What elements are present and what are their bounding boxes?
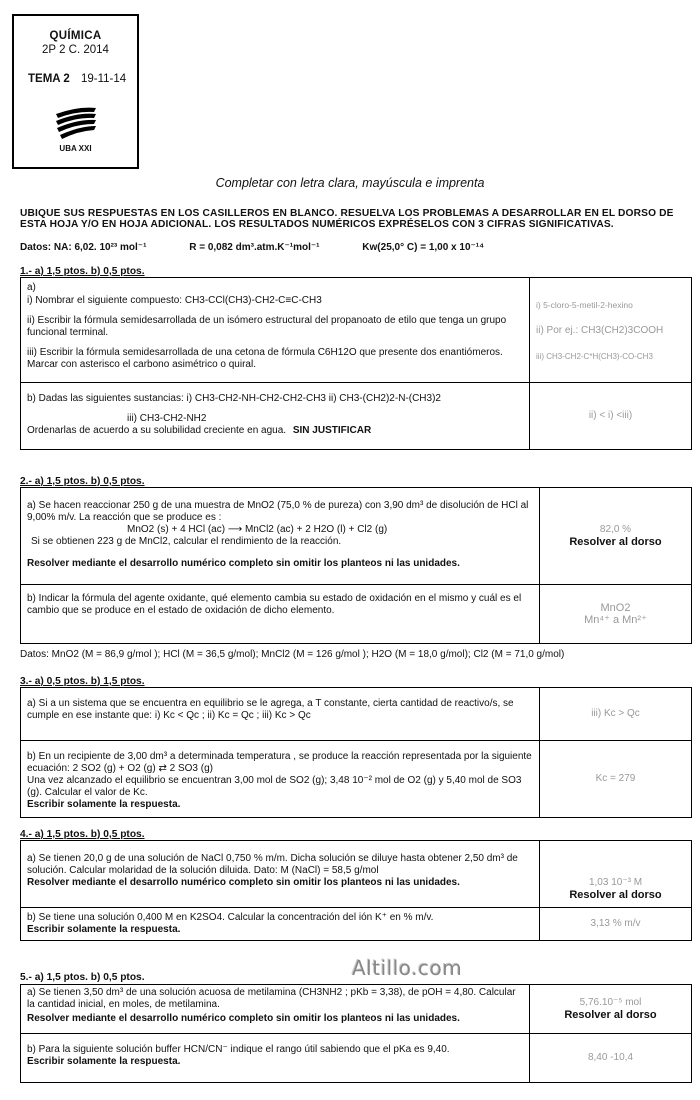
q1-table <box>20 277 692 450</box>
q2-b-answer <box>540 585 692 644</box>
q3-b-cell <box>21 741 540 818</box>
exam-code: 2P 2 C. 2014 <box>42 44 109 56</box>
q2-data-line: Datos: MnO2 (M = 86,9 g/mol ); HCl (M = 36,5 g/mol); MnCl2 (M = 126 g/mol ); H2O (M = 18,0 g/mol); Cl2 (M = 71,0 g/mol) <box>20 649 565 660</box>
gas-constant: R = 0,082 dm³.atm.K⁻¹mol⁻¹ <box>189 242 320 253</box>
q5-b-answer: 8,40 -10,4 <box>530 1034 692 1083</box>
q3-b-text2: Una vez alcanzado el equilibrio se encuentran 3,00 mol de SO2 (g); 3,48 10⁻² mol de O2 (g) y 5,40 mol de SO3 (g). Calcular el valor de Kc. <box>27 775 522 798</box>
q1-b-answer: ii) < i) <iii) <box>530 383 692 450</box>
q2-a-text2: Si se obtienen 223 g de MnCl2, calcular el rendimiento de la reacción. <box>31 536 342 547</box>
q3-b-text1: b) En un recipiente de 3,00 dm³ a determinada temperatura , se produce la reacción representada por la siguiente ecuación: 2 SO2 (g) + O2 (g) ⇄ 2 SO3 (g) <box>27 751 532 774</box>
page-title: Completar con letra clara, mayúscula e imprenta <box>215 176 485 190</box>
q1-b-bold: SIN JUSTIFICAR <box>292 425 372 436</box>
tema-label: TEMA 2 <box>28 73 70 85</box>
q2-a-cell <box>21 488 540 585</box>
q2-a-reaction: MnO2 (s) + 4 HCl (ac) ⟶ MnCl2 (ac) + 2 H2O (l) + Cl2 (g) <box>127 524 388 535</box>
q5-b-text: b) Para la siguiente solución buffer HCN/CN⁻ indique el rango útil sabiendo que el pKa es 9,40. <box>27 1044 450 1055</box>
q3-heading: 3.- a) 0,5 ptos. b) 1,5 ptos. <box>20 676 145 687</box>
q2-ans-a: 82,0 % <box>599 524 632 535</box>
q4-a-cell <box>21 841 540 908</box>
q2-a-text1: a) Se hacen reaccionar 250 g de una muestra de MnO2 (75,0 % de pureza) con 3,90 dm³ de disolución de HCl al 9,00% m/v. La reacción que se produce es : <box>27 500 529 523</box>
tema-line <box>28 73 126 85</box>
logo-text: UBA XXI <box>59 144 92 153</box>
constants-line <box>20 242 524 253</box>
q2-a-answer <box>540 488 692 585</box>
q2-b-cell <box>21 585 540 644</box>
q1-a-i: i) Nombrar el siguiente compuesto: CH3-CCl(CH3)-CH2-C≡C-CH3 <box>27 295 322 306</box>
q1-b-cell <box>21 383 530 450</box>
q4-a-bold: Resolver mediante el desarrollo numérico completo sin omitir los planteos ni las unidades. <box>27 877 460 888</box>
q2-ans-b2: Mn⁴⁺ a Mn²⁺ <box>584 614 647 626</box>
instructions: UBIQUE SUS RESPUESTAS EN LOS CASILLEROS EN BLANCO. RESUELVA LOS PROBLEMAS A DESARROLLAR EN EL DORSO DE ESTA HOJA Y/O EN HOJA ADICIONAL. LOS RESULTADOS NUMÉRICOS EXPRÉSELOS CON 3 CIFRAS SIGNIFICATIVAS. <box>20 208 674 230</box>
q5-table <box>20 984 692 1083</box>
q5-a-cell <box>21 985 530 1034</box>
q5-b-bold: Escribir solamente la respuesta. <box>27 1056 181 1067</box>
q4-b-answer: 3,13 % m/v <box>540 908 692 941</box>
avogadro-constant: Datos: NA: 6,02. 10²³ mol⁻¹ <box>20 242 147 253</box>
q1-b-line2: iii) CH3-CH2-NH2 <box>127 413 207 424</box>
q5-ans-a: 5,76.10⁻⁵ mol <box>579 997 642 1008</box>
q5-b-cell <box>21 1034 530 1083</box>
q4-table <box>20 840 692 941</box>
q4-a-answer <box>540 841 692 908</box>
q4-ans-a: 1,03 10⁻³ M <box>588 877 643 888</box>
q1-a-iii: iii) Escribir la fórmula semidesarrollada de una cetona de fórmula C6H12O que presente dos enantiómeros. Marcar con asterisco el carbono asimétrico o quiral. <box>27 347 503 370</box>
q3-a-text: a) Si a un sistema que se encuentra en equilibrio se le agrega, a T constante, cierta cantidad de reactivo/s, se cumple en ese instante que: i) Kc < Qc ; ii) Kc = Qc ; iii) Kc > Qc <box>27 698 514 721</box>
q1-b-line1: b) Dadas las siguientes sustancias: i) CH3-CH2-NH-CH2-CH2-CH3 ii) CH3-(CH2)2-N-(CH3)2 <box>27 393 441 404</box>
q5-a-answer <box>530 985 692 1034</box>
q4-a-text: a) Se tienen 20,0 g de una solución de NaCl 0,750 % m/m. Dicha solución se diluye hasta obtener 2,50 dm³ de solución. Calcular molaridad de la solución diluida. Dato: M (NaCl) = 58,5 g/mol <box>27 853 518 876</box>
q3-a-answer: iii) Kc > Qc <box>540 688 692 741</box>
q3-table <box>20 687 692 818</box>
q1-a-cell <box>21 278 530 383</box>
exam-date: 19-11-14 <box>80 73 127 85</box>
q4-ans-a-bold: Resolver al dorso <box>569 889 662 901</box>
q1-ans-ii: ii) Por ej.: CH3(CH2)3COOH <box>536 325 664 336</box>
q2-heading: 2.- a) 1,5 ptos. b) 0,5 ptos. <box>20 476 145 487</box>
kw-constant: Kw(25,0° C) = 1,00 x 10⁻¹⁴ <box>362 242 485 253</box>
q1-ans-i: i) 5-cloro-5-metil-2-hexino <box>536 300 633 310</box>
q3-a-cell <box>21 688 540 741</box>
q3-b-bold: Escribir solamente la respuesta. <box>27 799 181 810</box>
altillo-watermark: Altillo.com <box>352 956 463 980</box>
q3-b-answer: Kc = 279 <box>540 741 692 818</box>
q1-ans-iii: iii) CH3-CH2-C*H(CH3)-CO-CH3 <box>536 352 653 361</box>
q1-b-line3: Ordenarlas de acuerdo a su solubilidad creciente en agua. <box>27 425 287 436</box>
q4-b-cell <box>21 908 540 941</box>
q2-b-text: b) Indicar la fórmula del agente oxidante, qué elemento cambia su estado de oxidación en el mismo y cuál es el cambio que se produce en el estado de oxidación de dicho elemento. <box>27 593 522 616</box>
q1-a-ii: ii) Escribir la fórmula semidesarrollada de un isómero estructural del propanoato de etilo que tenga un grupo funcional terminal. <box>27 315 507 338</box>
q2-ans-a-bold: Resolver al dorso <box>569 536 662 548</box>
q1-a-label: a) <box>27 282 36 293</box>
q2-ans-b1: MnO2 <box>600 602 631 614</box>
q5-heading: 5.- a) 1,5 ptos. b) 0,5 ptos. <box>20 972 145 983</box>
q4-b-text: b) Se tiene una solución 0,400 M en K2SO4. Calcular la concentración del ión K⁺ en % m/v. <box>27 912 434 923</box>
q5-a-bold: Resolver mediante el desarrollo numérico completo sin omitir los planteos ni las unidades. <box>27 1013 460 1024</box>
uba-logo-icon <box>52 104 100 142</box>
q2-a-bold: Resolver mediante el desarrollo numérico completo sin omitir los planteos ni las unidades. <box>27 558 460 569</box>
q2-table <box>20 487 692 644</box>
q5-a-text: a) Se tienen 3,50 dm³ de una solución acuosa de metilamina (CH3NH2 ; pKb = 3,38), de pOH = 4,80. Calcular la cantidad inicial, en moles, de metilamina. <box>27 987 516 1010</box>
q5-ans-a-bold: Resolver al dorso <box>564 1009 657 1021</box>
header-box <box>12 14 139 169</box>
q1-heading: 1.- a) 1,5 ptos. b) 0,5 ptos. <box>20 266 145 277</box>
q1-a-answer <box>530 278 692 383</box>
q4-heading: 4.- a) 1,5 ptos. b) 0,5 ptos. <box>20 829 145 840</box>
subject-title: QUÍMICA <box>49 30 102 42</box>
q4-b-bold: Escribir solamente la respuesta. <box>27 924 181 935</box>
